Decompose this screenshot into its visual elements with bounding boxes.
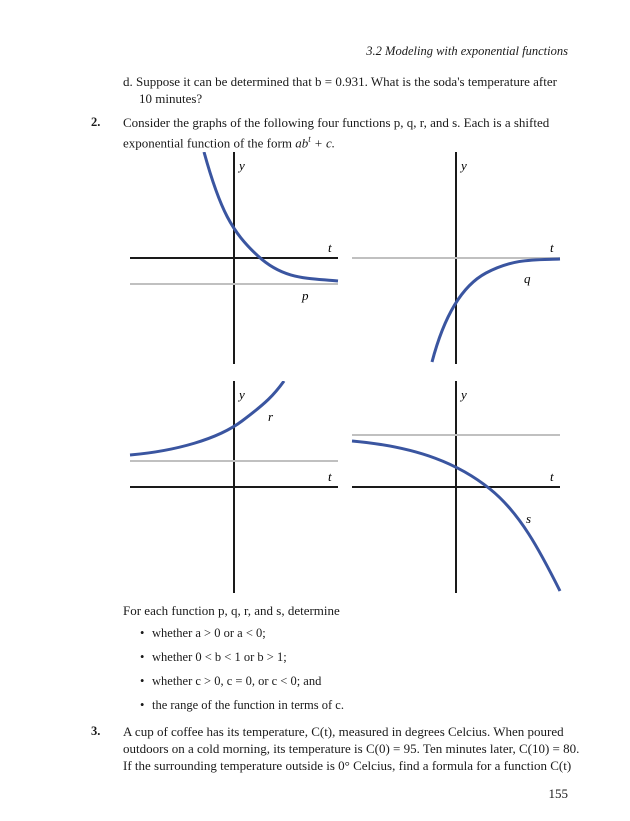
item-d-line2: 10 minutes? [139,91,203,106]
problem-2-line2-text: exponential function of the form [123,135,296,151]
function-label-r: r [268,409,274,424]
list-item: • whether 0 < b < 1 or b > 1; [140,650,287,664]
bullet-icon: • [140,650,145,664]
item-d [123,73,557,90]
curve-r [130,381,284,455]
graph-p [128,152,340,364]
problem-3-line3: If the surrounding temperature outside is 0° Celcius, find a formula for a function C(t) [123,758,572,773]
problem-3-line2: outdoors on a cold morning, its temperature is C(0) = 95. Ten minutes later, C(10) = 80. [123,741,580,756]
y-label: y [239,387,245,402]
problem-2-line2 [123,131,335,151]
problem-3-line1: A cup of coffee has its temperature, C(t), measured in degrees Celcius. When poured [123,724,564,739]
list-item: • the range of the function in terms of c. [140,698,344,712]
bullet-icon: • [140,674,145,688]
function-label-s: s [526,511,532,526]
item-d-line1: Suppose it can be determined that b = 0.931. What is the soda's temperature after [136,74,557,89]
graph-q [350,152,562,364]
t-label: t [328,469,332,484]
curve-q [432,259,560,362]
bullet-icon: • [140,626,145,640]
function-label-q: q [524,271,531,286]
problem-2-number: 2. [91,115,101,129]
problem-2-line1: Consider the graphs of the following four functions p, q, r, and s. Each is a shifted [123,115,550,130]
bullet-icon: • [140,698,145,712]
section-header: 3.2 Modeling with exponential functions [366,44,568,58]
list-item: • whether a > 0 or a < 0; [140,626,266,640]
page-number: 155 [548,786,568,801]
instructions: For each function p, q, r, and s, determine [123,603,340,618]
y-label: y [239,158,245,173]
list-item: • whether c > 0, c = 0, or c < 0; and [140,674,322,688]
problem-3-number: 3. [91,724,101,738]
t-label: t [328,240,332,255]
curve-p [204,152,338,281]
formula-ab: ab [295,135,309,151]
y-label: y [461,387,467,402]
t-label: t [550,240,554,255]
y-label: y [461,158,467,173]
formula-exponent: t [308,134,311,144]
graph-s [350,381,562,593]
t-label: t [550,469,554,484]
formula-plus-c: + c. [310,135,336,151]
graph-r [128,381,340,593]
item-d-label: d. [123,74,133,89]
function-label-p: p [302,288,309,303]
